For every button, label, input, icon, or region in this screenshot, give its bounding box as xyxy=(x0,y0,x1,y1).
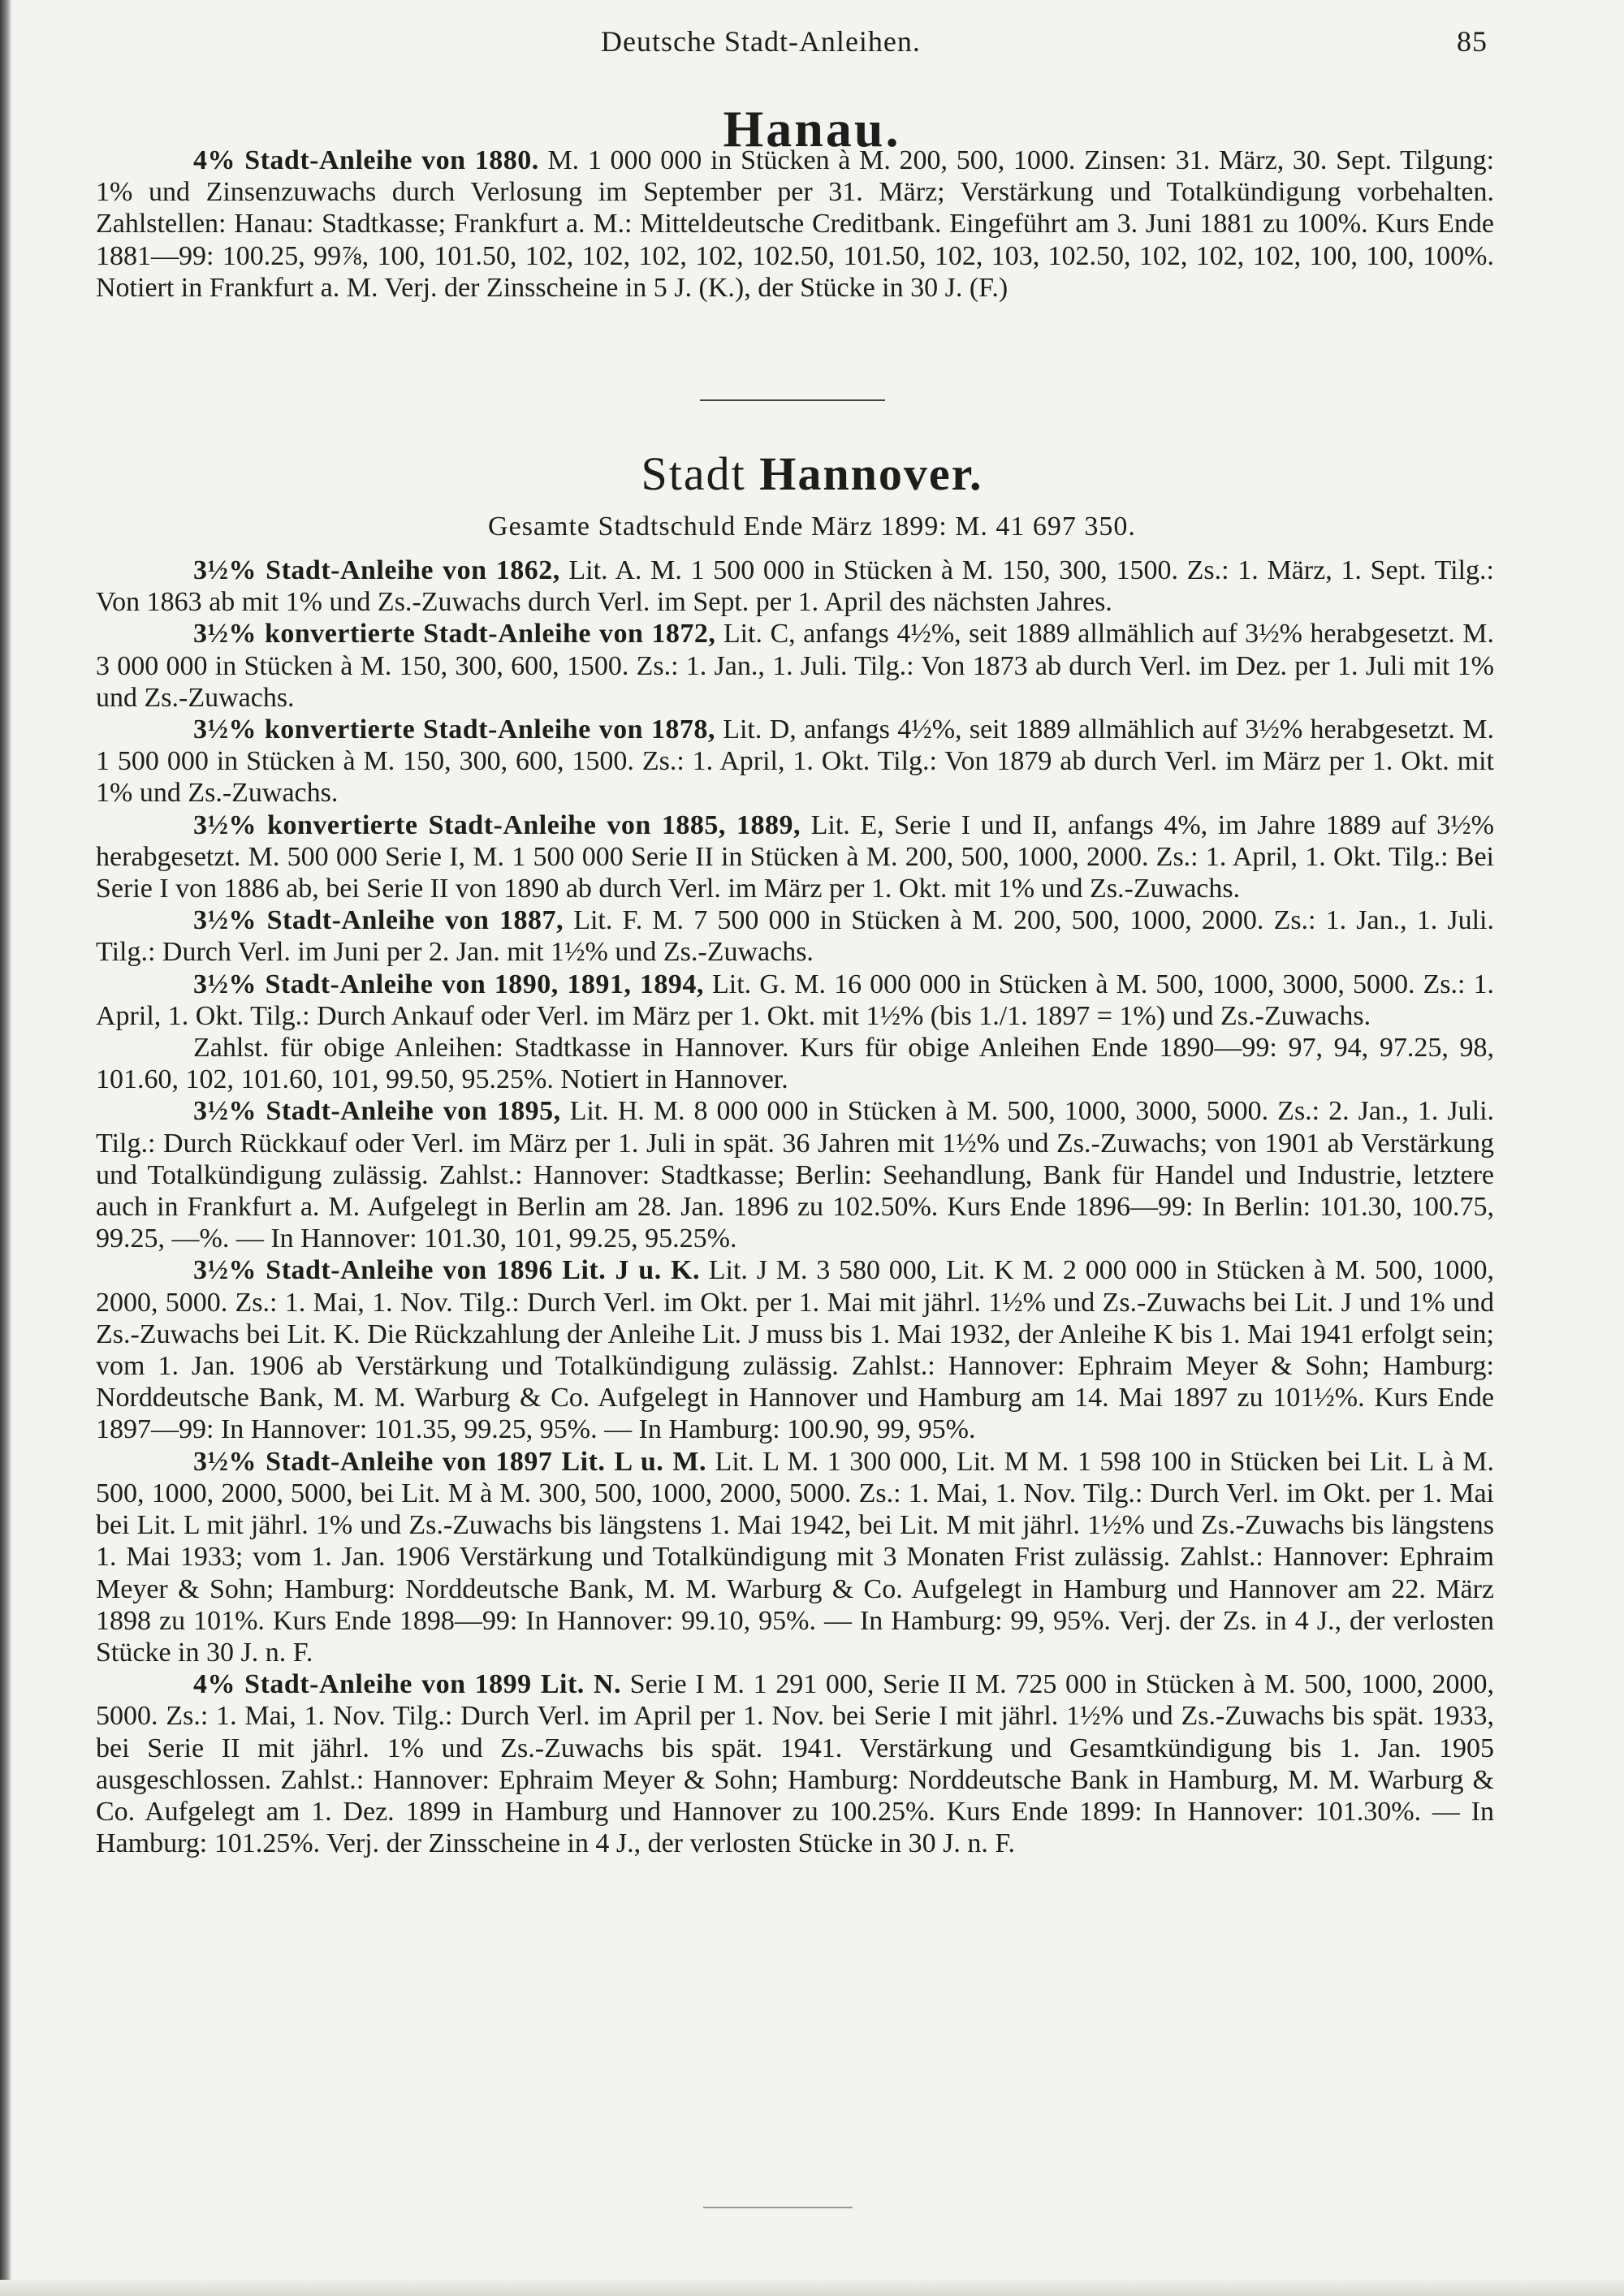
entry-paragraph xyxy=(96,618,1494,714)
entry-paragraph xyxy=(96,1668,1494,1859)
paying-agents-note xyxy=(96,1032,1494,1095)
entry-paragraph xyxy=(96,969,1494,1032)
entry-title: 3½% Stadt-Anleihe von 1862, xyxy=(193,555,560,585)
entry-text: Zahlst. für obige Anleihen: Stadtkasse in Hannover. Kurs für obige Anleihen Ende 1890—99: 97, 94, 97.25, 98, 101.60, 102, 101.60, 101, 99.50, 95.25%. Notiert in Hannover. xyxy=(96,1033,1494,1095)
heading-city: Hannover. xyxy=(759,447,983,500)
entry-paragraph xyxy=(96,809,1494,905)
entry-text: Lit. H. M. 8 000 000 in Stücken à M. 500, 1000, 3000, 5000. Zs.: 2. Jan., 1. Juli. Tilg.: Durch Rückkauf oder Verl. im März per 1. Juli in spät. 36 Jahren mit 1½% und Zs.-Zuwachs; von 1901 ab Verstärkung und Totalkündigung zulässig. Zahlst.: Hannover: Stadtkasse; Berlin: Seehandlung, Bank für Handel und Industrie, letztere auch in Frankfurt a. M. Aufgelegt in Berlin am 28. Jan. 1896 zu 102.50%. Kurs Ende 1896—99: In Berlin: 101.30, 100.75, 99.25, —%. — In Hannover: 101.30, 101, 99.25, 95.25%. xyxy=(96,1096,1495,1254)
section-divider xyxy=(700,399,885,401)
entry-title: 3½% Stadt-Anleihe von 1897 Lit. L u. M. xyxy=(193,1446,706,1477)
entry-text: Lit. F. M. 7 500 000 in Stücken à M. 200, 500, 1000, 2000. Zs.: 1. Jan., 1. Juli. Tilg.: Durch Verl. im Juni per 2. Jan. mit 1½% und Zs.-Zuwachs. xyxy=(96,905,1494,968)
entry-paragraph xyxy=(96,714,1494,809)
entry-paragraph xyxy=(96,1446,1494,1668)
section-heading-hannover xyxy=(0,447,1624,501)
page-bottom-edge xyxy=(0,2280,1624,2296)
entry-paragraph xyxy=(96,904,1494,968)
entry-title: 3½% Stadt-Anleihe von 1890, 1891, 1894, xyxy=(193,969,704,999)
entry-title: 3½% konvertierte Stadt-Anleihe von 1872, xyxy=(193,619,716,650)
entry-title: 4% Stadt-Anleihe von 1880. xyxy=(193,145,539,175)
entry-text: Lit. D, anfangs 4½%, seit 1889 allmählich auf 3½% herabgesetzt. M. 1 500 000 in Stücken à M. 150, 300, 600, 1500. Zs.: 1. April, 1. Okt. Tilg.: Von 1879 ab durch Verl. im März per 1. Okt. mit 1% und Zs.-Zuwachs. xyxy=(96,714,1494,809)
section-heading-hanau: Hanau. xyxy=(723,100,901,158)
total-debt-subtitle: Gesamte Stadtschuld Ende März 1899: M. 41 697 350. xyxy=(488,511,1136,542)
page-number: 85 xyxy=(1457,25,1488,58)
entry-title: 3½% Stadt-Anleihe von 1895, xyxy=(193,1096,561,1127)
hanau-section xyxy=(96,145,1494,304)
entry-text: Lit. A. M. 1 500 000 in Stücken à M. 150, 300, 1500. Zs.: 1. März, 1. Sept. Tilg.: Von 1863 ab mit 1% und Zs.-Zuwachs durch Verl. im Sept. per 1. April des nächsten Jahres. xyxy=(96,555,1495,618)
entry-text: Lit. G. M. 16 000 000 in Stücken à M. 500, 1000, 3000, 5000. Zs.: 1. April, 1. Okt. Tilg.: Durch Ankauf oder Verl. im März per 1. Okt. mit 1½% (bis 1./1. 1897 = 1%) und Zs.-Zuwachs. xyxy=(96,969,1495,1031)
entry-title: 3½% konvertierte Stadt-Anleihe von 1878, xyxy=(193,714,715,745)
entry-title: 3½% Stadt-Anleihe von 1887, xyxy=(193,905,564,936)
running-title: Deutsche Stadt-Anleihen. xyxy=(601,25,921,58)
page-left-edge xyxy=(0,0,11,2296)
entry-text: Lit. L M. 1 300 000, Lit. M M. 1 598 100 in Stücken bei Lit. L à M. 500, 1000, 2000, 5000, bei Lit. M à M. 300, 500, 1000, 2000, 5000. Zs.: 1. Mai, 1. Nov. Tilg.: Durch Verl. im Okt. per 1. Mai bei Lit. L mit jährl. 1% und Zs.-Zuwachs bis längstens 1. Mai 1942, bei Lit. M mit jährl. 1½% und Zs.-Zuwachs bis längstens 1. Mai 1933; vom 1. Jan. 1906 Verstärkung und Totalkündigung mit 3 Monaten Frist zulässig. Zahlst.: Hannover: Ephraim Meyer & Sohn; Hamburg: Norddeutsche Bank, M. M. Warburg & Co. Aufgelegt in Hamburg und Hannover am 22. März 1898 zu 101%. Kurs Ende 1898—99: In Hannover: 99.10, 95%. — In Hamburg: 99, 95%. Verj. der Zs. in 4 J., der verlosten Stücke in 30 J. n. F. xyxy=(96,1446,1495,1668)
entry-text: Lit. J M. 3 580 000, Lit. K M. 2 000 000 in Stücken à M. 500, 1000, 2000, 5000. Zs.: 1. Mai, 1. Nov. Tilg.: Durch Verl. im Okt. per 1. Mai mit jährl. 1½% und Zs.-Zuwachs bei Lit. J und 1% und Zs.-Zuwachs bei Lit. K. Die Rückzahlung der Anleihe Lit. J muss bis 1. Mai 1932, der Anleihe K bis 1. Mai 1941 erfolgt sein; vom 1. Jan. 1906 ab Verstärkung und Totalkündigung zulässig. Zahlst.: Hannover: Ephraim Meyer & Sohn; Hamburg: Norddeutsche Bank, M. M. Warburg & Co. Aufgelegt in Hannover und Hamburg am 14. Mai 1897 zu 101½%. Kurs Ende 1897—99: In Hannover: 101.35, 99.25, 95%. — In Hamburg: 100.90, 99, 95%. xyxy=(96,1255,1494,1445)
entry-title: 4% Stadt-Anleihe von 1899 Lit. N. xyxy=(193,1669,621,1700)
hannover-section xyxy=(96,555,1494,1859)
entry-paragraph xyxy=(96,1254,1494,1445)
running-header xyxy=(0,24,1624,60)
entry-paragraph xyxy=(96,145,1494,304)
entry-title: 3½% Stadt-Anleihe von 1896 Lit. J u. K. xyxy=(193,1255,700,1286)
entry-text: M. 1 000 000 in Stücken à M. 200, 500, 1000. Zinsen: 31. März, 30. Sept. Tilgung: 1% und Zinsenzuwachs durch Verlosung im September per 31. März; Verstärkung und Totalkündigung vorbehalten. Zahlstellen: Hanau: Stadtkasse; Frankfurt a. M.: Mitteldeutsche Creditbank. Eingeführt am 3. Juni 1881 zu 100%. Kurs Ende 1881—99: 100.25, 99⅞, 100, 101.50, 102, 102, 102, 102, 102.50, 101.50, 102, 103, 102.50, 102, 102, 102, 100, 100, 100%. Notiert in Frankfurt a. M. Verj. der Zinsscheine in 5 J. (K.), der Stücke in 30 J. (F.) xyxy=(96,145,1495,303)
page-end-divider xyxy=(703,2207,853,2208)
entry-text: Serie I M. 1 291 000, Serie II M. 725 000 in Stücken à M. 500, 1000, 2000, 5000. Zs.: 1. Mai, 1. Nov. Tilg.: Durch Verl. im April per 1. Nov. bei Serie I mit jährl. 1½% und Zs.-Zuwachs bis spät. 1933, bei Serie II mit jährl. 1% und Zs.-Zuwachs bis spät. 1941. Verstärkung und Gesamtkündigung bis 1. Jan. 1905 ausgeschlossen. Zahlst.: Hannover: Ephraim Meyer & Sohn; Hamburg: Norddeutsche Bank in Hamburg, M. M. Warburg & Co. Aufgelegt am 1. Dez. 1899 in Hamburg und Hannover zu 100.25%. Kurs Ende 1899: In Hannover: 101.30%. — In Hamburg: 101.25%. Verj. der Zinsscheine in 4 J., der verlosten Stücke in 30 J. n. F. xyxy=(96,1669,1495,1859)
entry-paragraph xyxy=(96,1095,1494,1254)
entry-title: 3½% konvertierte Stadt-Anleihe von 1885, 1889, xyxy=(193,809,801,840)
entry-text: Lit. C, anfangs 4½%, seit 1889 allmählich auf 3½% herabgesetzt. M. 3 000 000 in Stücken à M. 150, 300, 600, 1500. Zs.: 1. Jan., 1. Juli. Tilg.: Von 1873 ab durch Verl. im Dez. per 1. Juli mit 1% und Zs.-Zuwachs. xyxy=(96,619,1494,713)
entry-text: Lit. E, Serie I und II, anfangs 4%, im Jahre 1889 auf 3½% herabgesetzt. M. 500 000 Serie I, M. 1 500 000 Serie II in Stücken à M. 200, 500, 1000, 2000. Zs.: 1. April, 1. Okt. Tilg.: Bei Serie I von 1886 ab, bei Serie II von 1890 ab durch Verl. im März per 1. Okt. mit 1% und Zs.-Zuwachs. xyxy=(96,809,1494,904)
heading-prefix: Stadt xyxy=(641,447,746,500)
entry-paragraph xyxy=(96,555,1494,618)
